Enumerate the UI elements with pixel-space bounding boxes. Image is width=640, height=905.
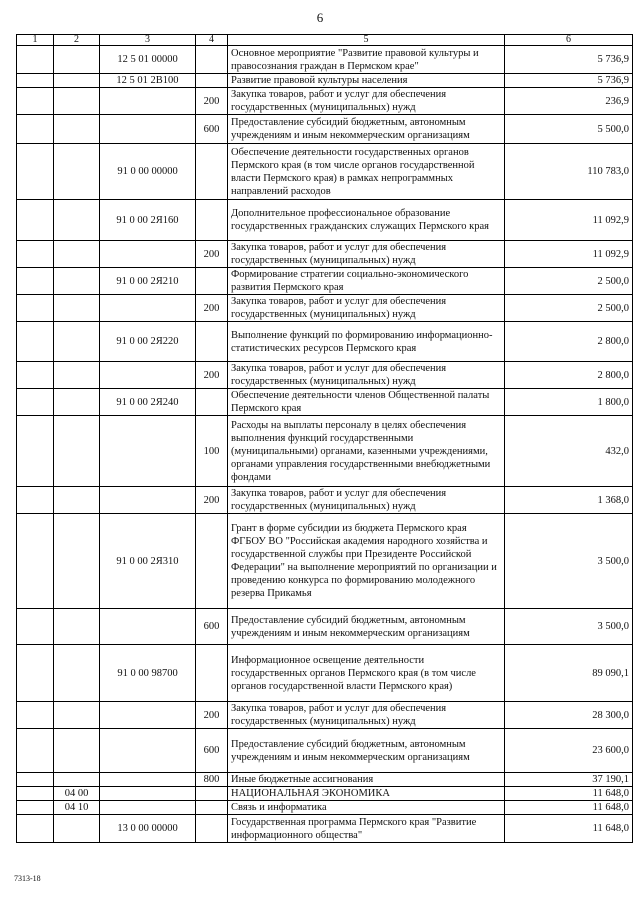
- cell-c6: 1 800,0: [505, 389, 633, 416]
- cell-c4: 200: [196, 487, 228, 514]
- cell-c1: [17, 801, 54, 815]
- cell-c2: [54, 115, 100, 144]
- cell-c6: 11 092,9: [505, 241, 633, 268]
- cell-c5: Закупка товаров, работ и услуг для обеспечения государственных (муниципальных) нужд: [228, 702, 505, 729]
- cell-c1: [17, 787, 54, 801]
- cell-c5: Расходы на выплаты персоналу в целях обеспечения выполнения функций государственными (муниципальными) органами, казенными учреждениями, органами управления государственными внебюджетными фондами: [228, 416, 505, 487]
- cell-c2: [54, 729, 100, 773]
- cell-c2: [54, 144, 100, 200]
- cell-c4: [196, 645, 228, 702]
- cell-c2: [54, 362, 100, 389]
- cell-c4: [196, 322, 228, 362]
- cell-c2: [54, 389, 100, 416]
- cell-c3: 91 0 00 2Я310: [100, 514, 196, 609]
- cell-c5: Предоставление субсидий бюджетным, автономным учреждениям и иным некоммерческим организациям: [228, 729, 505, 773]
- cell-c6: 5 736,9: [505, 74, 633, 88]
- cell-c4: [196, 200, 228, 241]
- cell-c5: Обеспечение деятельности государственных органов Пермского края (в том числе органов государственной власти Пермского края) в рамках непрограммных направлений расходов: [228, 144, 505, 200]
- table-row: [17, 241, 633, 268]
- cell-c5: Закупка товаров, работ и услуг для обеспечения государственных (муниципальных) нужд: [228, 295, 505, 322]
- cell-c6: 5 736,9: [505, 46, 633, 74]
- cell-c6: 2 800,0: [505, 322, 633, 362]
- cell-c1: [17, 322, 54, 362]
- table-row: [17, 729, 633, 773]
- cell-c5: Развитие правовой культуры населения: [228, 74, 505, 88]
- cell-c5: Закупка товаров, работ и услуг для обеспечения государственных (муниципальных) нужд: [228, 241, 505, 268]
- cell-c6: 11 648,0: [505, 787, 633, 801]
- cell-c6: 1 368,0: [505, 487, 633, 514]
- cell-c2: [54, 645, 100, 702]
- cell-c2: [54, 487, 100, 514]
- cell-c1: [17, 241, 54, 268]
- cell-c3: [100, 416, 196, 487]
- cell-c3: 13 0 00 00000: [100, 815, 196, 843]
- cell-c2: [54, 200, 100, 241]
- table-row: [17, 200, 633, 241]
- table-row: [17, 645, 633, 702]
- cell-c2: [54, 773, 100, 787]
- document-code: 7313-18: [14, 874, 41, 883]
- cell-c1: [17, 389, 54, 416]
- table-row: [17, 416, 633, 487]
- cell-c1: [17, 815, 54, 843]
- cell-c1: [17, 729, 54, 773]
- cell-c6: 23 600,0: [505, 729, 633, 773]
- cell-c3: [100, 487, 196, 514]
- cell-c1: [17, 200, 54, 241]
- cell-c1: [17, 487, 54, 514]
- cell-c5: Основное мероприятие "Развитие правовой культуры и правосознания граждан в Пермском крае": [228, 46, 505, 74]
- cell-c3: 91 0 00 00000: [100, 144, 196, 200]
- cell-c5: Закупка товаров, работ и услуг для обеспечения государственных (муниципальных) нужд: [228, 88, 505, 115]
- cell-c4: [196, 74, 228, 88]
- cell-c6: 3 500,0: [505, 609, 633, 645]
- cell-c1: [17, 773, 54, 787]
- table-row: [17, 609, 633, 645]
- cell-c1: [17, 609, 54, 645]
- table-row: [17, 144, 633, 200]
- cell-c2: [54, 268, 100, 295]
- table-row: [17, 115, 633, 144]
- cell-c4: [196, 815, 228, 843]
- table-row: [17, 295, 633, 322]
- cell-c2: [54, 702, 100, 729]
- cell-c5: Предоставление субсидий бюджетным, автономным учреждениям и иным некоммерческим организациям: [228, 115, 505, 144]
- cell-c5: Закупка товаров, работ и услуг для обеспечения государственных (муниципальных) нужд: [228, 487, 505, 514]
- table-row: [17, 88, 633, 115]
- cell-c6: 37 190,1: [505, 773, 633, 787]
- cell-c1: [17, 362, 54, 389]
- cell-c2: [54, 295, 100, 322]
- cell-c4: [196, 389, 228, 416]
- cell-c3: 12 5 01 2В100: [100, 74, 196, 88]
- cell-c1: [17, 46, 54, 74]
- cell-c6: 2 800,0: [505, 362, 633, 389]
- cell-c5: Дополнительное профессиональное образование государственных гражданских служащих Пермского края: [228, 200, 505, 241]
- table-row: [17, 268, 633, 295]
- cell-c2: [54, 241, 100, 268]
- cell-c4: [196, 268, 228, 295]
- cell-c6: 432,0: [505, 416, 633, 487]
- cell-c3: 91 0 00 2Я220: [100, 322, 196, 362]
- cell-c6: 89 090,1: [505, 645, 633, 702]
- column-header: 5: [228, 35, 505, 46]
- cell-c6: 5 500,0: [505, 115, 633, 144]
- cell-c1: [17, 115, 54, 144]
- cell-c2: [54, 514, 100, 609]
- cell-c3: [100, 362, 196, 389]
- cell-c5: Выполнение функций по формированию информационно-статистических ресурсов Пермского края: [228, 322, 505, 362]
- cell-c3: [100, 295, 196, 322]
- table-row: [17, 74, 633, 88]
- column-header: 1: [17, 35, 54, 46]
- budget-table: [16, 34, 633, 843]
- cell-c2: [54, 815, 100, 843]
- cell-c5: Предоставление субсидий бюджетным, автономным учреждениям и иным некоммерческим организациям: [228, 609, 505, 645]
- cell-c3: 91 0 00 2Я240: [100, 389, 196, 416]
- cell-c3: [100, 702, 196, 729]
- cell-c2: [54, 609, 100, 645]
- cell-c6: 11 648,0: [505, 815, 633, 843]
- cell-c3: [100, 88, 196, 115]
- cell-c1: [17, 416, 54, 487]
- cell-c1: [17, 88, 54, 115]
- cell-c3: [100, 241, 196, 268]
- table-row: [17, 702, 633, 729]
- cell-c3: [100, 729, 196, 773]
- cell-c5: Государственная программа Пермского края "Развитие информационного общества": [228, 815, 505, 843]
- cell-c4: 600: [196, 729, 228, 773]
- cell-c1: [17, 514, 54, 609]
- cell-c4: [196, 46, 228, 74]
- table-row: [17, 362, 633, 389]
- table-row: [17, 773, 633, 787]
- cell-c2: 04 10: [54, 801, 100, 815]
- column-header: 2: [54, 35, 100, 46]
- cell-c2: [54, 46, 100, 74]
- cell-c4: [196, 144, 228, 200]
- table-row: [17, 787, 633, 801]
- cell-c3: 91 0 00 2Я210: [100, 268, 196, 295]
- cell-c5: НАЦИОНАЛЬНАЯ ЭКОНОМИКА: [228, 787, 505, 801]
- cell-c3: [100, 609, 196, 645]
- cell-c3: 12 5 01 00000: [100, 46, 196, 74]
- page-number: 6: [316, 10, 324, 25]
- cell-c2: [54, 416, 100, 487]
- table-row: [17, 46, 633, 74]
- table-row: [17, 815, 633, 843]
- cell-c5: Обеспечение деятельности членов Общественной палаты Пермского края: [228, 389, 505, 416]
- cell-c6: 11 092,9: [505, 200, 633, 241]
- cell-c4: 200: [196, 295, 228, 322]
- cell-c1: [17, 268, 54, 295]
- cell-c3: [100, 801, 196, 815]
- cell-c2: [54, 88, 100, 115]
- cell-c4: 200: [196, 702, 228, 729]
- cell-c6: 2 500,0: [505, 295, 633, 322]
- cell-c5: Иные бюджетные ассигнования: [228, 773, 505, 787]
- cell-c2: 04 00: [54, 787, 100, 801]
- cell-c6: 236,9: [505, 88, 633, 115]
- cell-c4: [196, 514, 228, 609]
- table-row: [17, 801, 633, 815]
- column-number-row: [17, 35, 633, 46]
- cell-c6: 110 783,0: [505, 144, 633, 200]
- table-row: [17, 487, 633, 514]
- cell-c6: 11 648,0: [505, 801, 633, 815]
- cell-c1: [17, 702, 54, 729]
- cell-c6: 2 500,0: [505, 268, 633, 295]
- cell-c5: Грант в форме субсидии из бюджета Пермского края ФГБОУ ВО "Российская академия народного хозяйства и государственной службы при Президенте Российской Федерации" на выполнение мероприятий по организации и проведению конкурса по формированию молодежного резерва Прикамья: [228, 514, 505, 609]
- column-header: 4: [196, 35, 228, 46]
- cell-c4: [196, 801, 228, 815]
- cell-c3: [100, 115, 196, 144]
- cell-c5: Информационное освещение деятельности государственных органов Пермского края (в том числе органов государственной власти Пермского края): [228, 645, 505, 702]
- cell-c6: 3 500,0: [505, 514, 633, 609]
- column-header: 6: [505, 35, 633, 46]
- table-row: [17, 389, 633, 416]
- cell-c3: 91 0 00 98700: [100, 645, 196, 702]
- cell-c2: [54, 322, 100, 362]
- cell-c4: 800: [196, 773, 228, 787]
- cell-c1: [17, 74, 54, 88]
- cell-c1: [17, 295, 54, 322]
- cell-c4: 100: [196, 416, 228, 487]
- cell-c6: 28 300,0: [505, 702, 633, 729]
- cell-c4: 200: [196, 362, 228, 389]
- table-body: [17, 46, 633, 843]
- cell-c3: [100, 787, 196, 801]
- table-row: [17, 514, 633, 609]
- cell-c5: Связь и информатика: [228, 801, 505, 815]
- cell-c2: [54, 74, 100, 88]
- cell-c1: [17, 144, 54, 200]
- cell-c1: [17, 645, 54, 702]
- column-header: 3: [100, 35, 196, 46]
- cell-c4: 600: [196, 609, 228, 645]
- cell-c4: [196, 787, 228, 801]
- cell-c3: 91 0 00 2Я160: [100, 200, 196, 241]
- cell-c4: 600: [196, 115, 228, 144]
- cell-c5: Формирование стратегии социально-экономического развития Пермского края: [228, 268, 505, 295]
- cell-c5: Закупка товаров, работ и услуг для обеспечения государственных (муниципальных) нужд: [228, 362, 505, 389]
- cell-c3: [100, 773, 196, 787]
- cell-c4: 200: [196, 241, 228, 268]
- cell-c4: 200: [196, 88, 228, 115]
- table-row: [17, 322, 633, 362]
